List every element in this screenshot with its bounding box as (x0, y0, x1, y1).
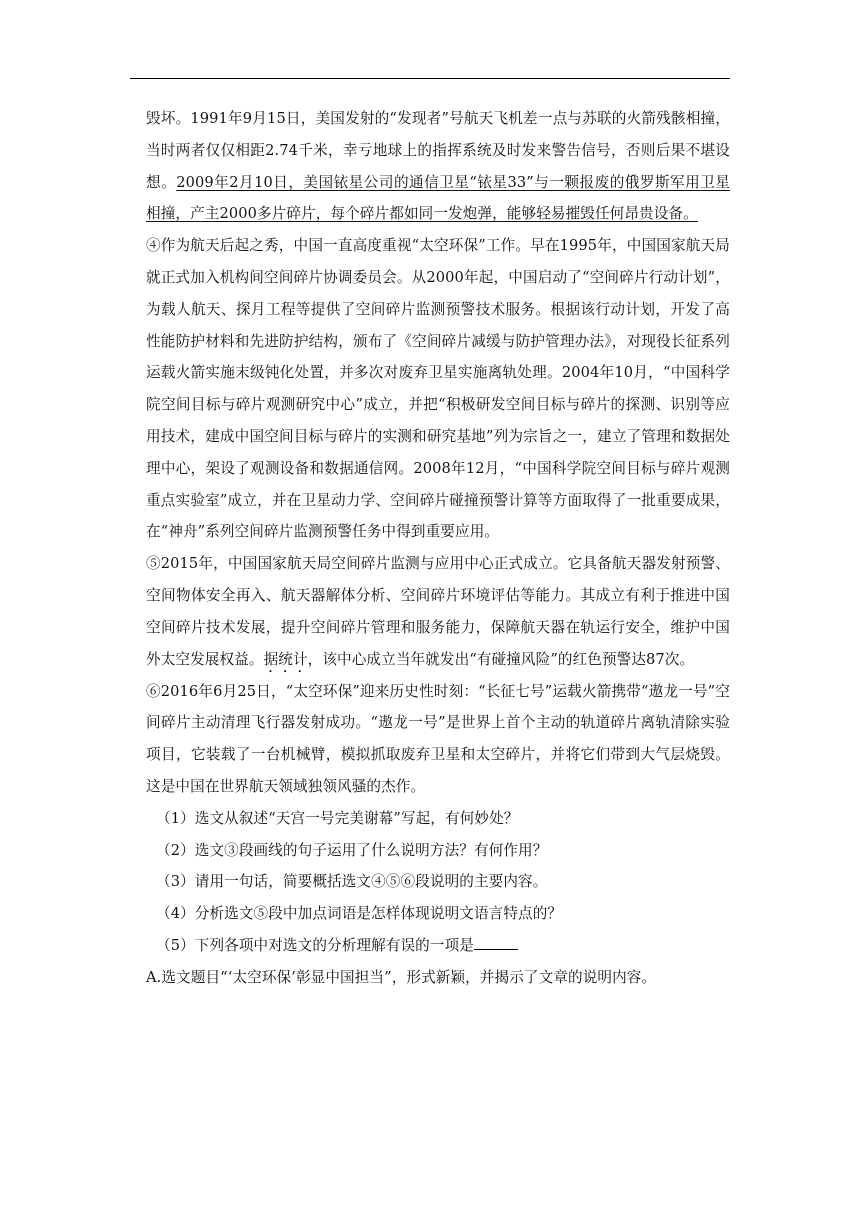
question-1: （1）选文从叙述“天宫一号完美谢幕”写起，有何妙处？ (156, 809, 519, 827)
header-rule (130, 78, 730, 79)
underlined-sentence: 2009年2月10日，美国铱星公司的通信卫星“铱星33”与一颗报废的俄罗斯军用卫星相撞，产主2000多片碎片，每个碎片都如同一发炮弹，能够轻易摧毁任何昂贵设备。 (146, 173, 731, 223)
answer-blank[interactable] (474, 935, 518, 950)
dotted-word: 据统计 (263, 650, 308, 668)
question-2: （2）选文③段画线的句子运用了什么说明方法？有何作用？ (156, 841, 548, 859)
document-body (146, 103, 730, 994)
paragraph-5-text-before: ⑤2015年，中国国家航天局空间碎片监测与应用中心正式成立。它具备航天器发射预警、空间物体安全再入、航天器解体分析、空间碎片环境评估等能力。其成立有利于推进中国空间碎片技术发展，提升空间碎片管理和服务能力，保障航天器在轨运行安全，维护中国外太空发展权益。 (146, 555, 730, 668)
question-3: （3）请用一句话，简要概括选文④⑤⑥段说明的主要内容。 (156, 873, 548, 891)
option-a: A.选文题目“‘太空环保’彰显中国担当”，形式新颖，并揭示了文章的说明内容。 (146, 968, 657, 986)
paragraph-5 (146, 548, 730, 675)
question-5 (146, 930, 730, 962)
paragraph-5-text-after: ，该中心成立当年就发出“有碰撞风险”的红色预警达87次。 (307, 650, 695, 668)
paragraph-3-continuation (146, 103, 730, 230)
question-5-text: （5）下列各项中对选文的分析理解有误的一项是 (156, 936, 474, 954)
question-4: （4）分析选文⑤段中加点词语是怎样体现说明文语言特点的？ (156, 905, 563, 923)
paragraph-3-text: 毁坏。1991年9月15日，美国发射的“发现者”号航天飞机差一点与苏联的火箭残骸相撞，当时两者仅仅相距2.74千米，幸亏地球上的指挥系统及时发来警告信号，否则后果不堪设想。 (146, 110, 730, 191)
paragraph-6: ⑥2016年6月25日，“太空环保”迎来历史性时刻：“长征七号”运载火箭携带“遨龙一号”空间碎片主动清理飞行器发射成功。“遨龙一号”是世界上首个主动的轨道碎片离轨清除实验项目，它装载了一台机械臂，模拟抓取废弃卫星和太空碎片，并将它们带到大气层烧毁。这是中国在世界航天领域独领风骚的杰作。 (146, 682, 730, 795)
paragraph-4: ④作为航天后起之秀，中国一直高度重视“太空环保”工作。早在1995年，中国国家航天局就正式加入机构间空间碎片协调委员会。从2000年起，中国启动了“空间碎片行动计划”，为载人航天、探月工程等提供了空间碎片监测预警技术服务。根据该行动计划，开发了高性能防护材料和先进防护结构，颁布了《空间碎片减缓与防护管理办法》，对现役长征系列运载火箭实施末级钝化处置，并多次对废弃卫星实施离轨处理。2004年10月，“中国科学院空间目标与碎片观测研究中心”成立，并把“积极研发空间目标与碎片的探测、识别等应用技术，建成中国空间目标与碎片的实测和研究基地”列为宗旨之一，建立了管理和数据处理中心，架设了观测设备和数据通信网。2008年12月，“中国科学院空间目标与碎片观测重点实验室”成立，并在卫星动力学、空间碎片碰撞预警计算等方面取得了一批重要成果，在“神舟”系列空间碎片监测预警任务中得到重要应用。 (146, 237, 730, 541)
